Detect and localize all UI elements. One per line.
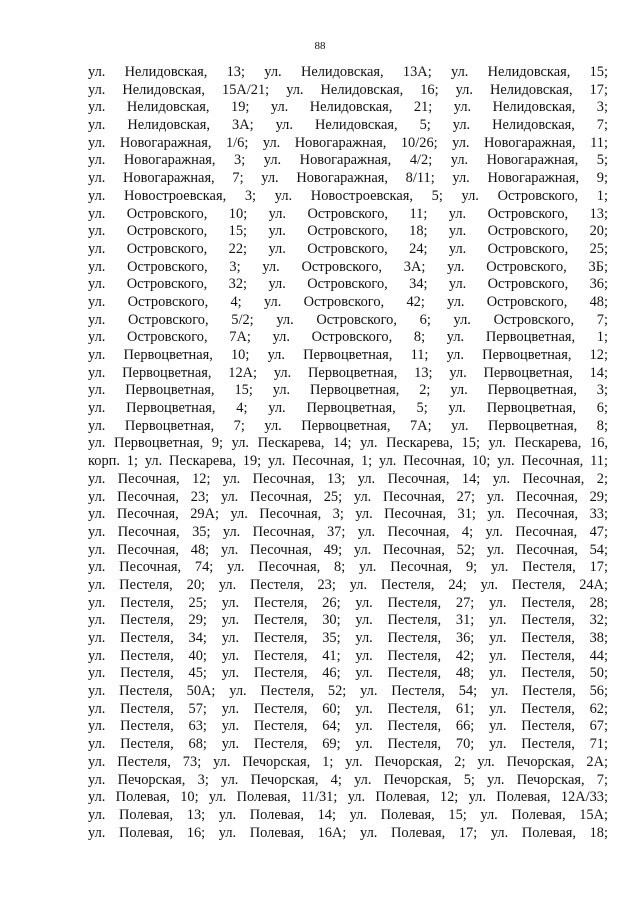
text-line: ул. Пестеля, 68; ул. Пестеля, 69; ул. Пестеля, 70; ул. Пестеля, 71;	[88, 736, 608, 753]
text-line: ул. Первоцветная, 9; ул. Пескарева, 14; ул. Пескарева, 15; ул. Пескарева, 16,	[88, 435, 608, 452]
text-line: ул. Первоцветная, 10; ул. Первоцветная, 11; ул. Первоцветная, 12;	[88, 347, 608, 363]
text-line: ул. Нелидовская, 15А/21; ул. Нелидовская, 16; ул. Нелидовская, 17;	[88, 81, 608, 98]
text-line: ул. Первоцветная, 7; ул. Первоцветная, 7А; ул. Первоцветная, 8;	[88, 417, 608, 434]
text-line: ул. Пестеля, 63; ул. Пестеля, 64; ул. Пестеля, 66; ул. Пестеля, 67;	[88, 718, 608, 735]
text-line: ул. Островского, 32; ул. Островского, 34; ул. Островского, 36;	[88, 276, 608, 293]
text-line: ул. Песочная, 29А; ул. Песочная, 3; ул. Песочная, 31; ул. Песочная, 33;	[88, 506, 608, 523]
text-line: ул. Новогаражная, 3; ул. Новогаражная, 4/2; ул. Новогаражная, 5;	[88, 152, 608, 169]
page-number: 88	[314, 40, 326, 52]
text-line: ул. Островского, 5/2; ул. Островского, 6; ул. Островского, 7;	[88, 311, 608, 328]
text-line: ул. Островского, 10; ул. Островского, 11; ул. Островского, 13;	[88, 205, 608, 222]
text-line: ул. Печорская, 3; ул. Печорская, 4; ул. Печорская, 5; ул. Печорская, 7;	[88, 771, 608, 788]
text-line: ул. Песочная, 74; ул. Песочная, 8; ул. Песочная, 9; ул. Пестеля, 17;	[88, 559, 608, 576]
text-line: ул. Островского, 15; ул. Островского, 18; ул. Островского, 20;	[88, 223, 608, 240]
text-line: ул. Нелидовская, 19; ул. Нелидовская, 21; ул. Нелидовская, 3;	[88, 99, 608, 116]
text-line: ул. Первоцветная, 12А; ул. Первоцветная, 13; ул. Первоцветная, 14;	[88, 364, 608, 381]
text-line: ул. Полевая, 10; ул. Полевая, 11/31; ул. Полевая, 12; ул. Полевая, 12А/33;	[88, 789, 608, 806]
text-line: ул. Островского, 3; ул. Островского, 3А; ул. Островского, 3Б;	[88, 258, 608, 275]
text-line: корп. 1; ул. Пескарева, 19; ул. Песочная, 1; ул. Песочная, 10; ул. Песочная, 11;	[88, 453, 608, 470]
text-line: ул. Пестеля, 57; ул. Пестеля, 60; ул. Пестеля, 61; ул. Пестеля, 62;	[88, 700, 608, 717]
text-line: ул. Пестеля, 34; ул. Пестеля, 35; ул. Пестеля, 36; ул. Пестеля, 38;	[88, 630, 608, 646]
text-line: ул. Песочная, 12; ул. Песочная, 13; ул. Песочная, 14; ул. Песочная, 2;	[88, 470, 608, 487]
text-line: ул. Нелидовская, 3А; ул. Нелидовская, 5; ул. Нелидовская, 7;	[88, 117, 608, 134]
text-line: ул. Новогаражная, 7; ул. Новогаражная, 8/11; ул. Новогаражная, 9;	[88, 170, 608, 187]
text-line: ул. Новостроевская, 3; ул. Новостроевская, 5; ул. Островского, 1;	[88, 187, 608, 204]
text-line: ул. Пестеля, 40; ул. Пестеля, 41; ул. Пестеля, 42; ул. Пестеля, 44;	[88, 647, 608, 664]
text-line: ул. Пестеля, 73; ул. Печорская, 1; ул. Печорская, 2; ул. Печорская, 2А;	[88, 753, 608, 770]
text-line: ул. Песочная, 23; ул. Песочная, 25; ул. Песочная, 27; ул. Песочная, 29;	[88, 488, 608, 505]
text-line: ул. Пестеля, 45; ул. Пестеля, 46; ул. Пестеля, 48; ул. Пестеля, 50;	[88, 665, 608, 682]
text-line: ул. Полевая, 13; ул. Полевая, 14; ул. Полевая, 15; ул. Полевая, 15А;	[88, 806, 608, 823]
text-line: ул. Пестеля, 29; ул. Пестеля, 30; ул. Пестеля, 31; ул. Пестеля, 32;	[88, 612, 608, 629]
text-line: ул. Полевая, 16; ул. Полевая, 16А; ул. Полевая, 17; ул. Полевая, 18;	[88, 824, 608, 841]
text-line: ул. Первоцветная, 4; ул. Первоцветная, 5; ул. Первоцветная, 6;	[88, 400, 608, 417]
text-line: ул. Песочная, 48; ул. Песочная, 49; ул. Песочная, 52; ул. Песочная, 54;	[88, 541, 608, 558]
text-line: ул. Нелидовская, 13; ул. Нелидовская, 13А; ул. Нелидовская, 15;	[88, 64, 608, 80]
text-line: ул. Песочная, 35; ул. Песочная, 37; ул. Песочная, 4; ул. Песочная, 47;	[88, 523, 608, 540]
text-line: ул. Пестеля, 50А; ул. Пестеля, 52; ул. Пестеля, 54; ул. Пестеля, 56;	[88, 683, 608, 700]
text-line: ул. Первоцветная, 15; ул. Первоцветная, 2; ул. Первоцветная, 3;	[88, 382, 608, 399]
text-line: ул. Островского, 22; ул. Островского, 24; ул. Островского, 25;	[88, 240, 608, 257]
text-line: ул. Островского, 7А; ул. Островского, 8; ул. Первоцветная, 1;	[88, 329, 608, 346]
text-line: ул. Пестеля, 25; ул. Пестеля, 26; ул. Пестеля, 27; ул. Пестеля, 28;	[88, 594, 608, 611]
address-list	[88, 64, 608, 842]
text-line: ул. Новогаражная, 1/6; ул. Новогаражная, 10/26; ул. Новогаражная, 11;	[88, 134, 608, 151]
text-line: ул. Пестеля, 20; ул. Пестеля, 23; ул. Пестеля, 24; ул. Пестеля, 24А;	[88, 576, 608, 593]
text-line: ул. Островского, 4; ул. Островского, 42; ул. Островского, 48;	[88, 293, 608, 310]
